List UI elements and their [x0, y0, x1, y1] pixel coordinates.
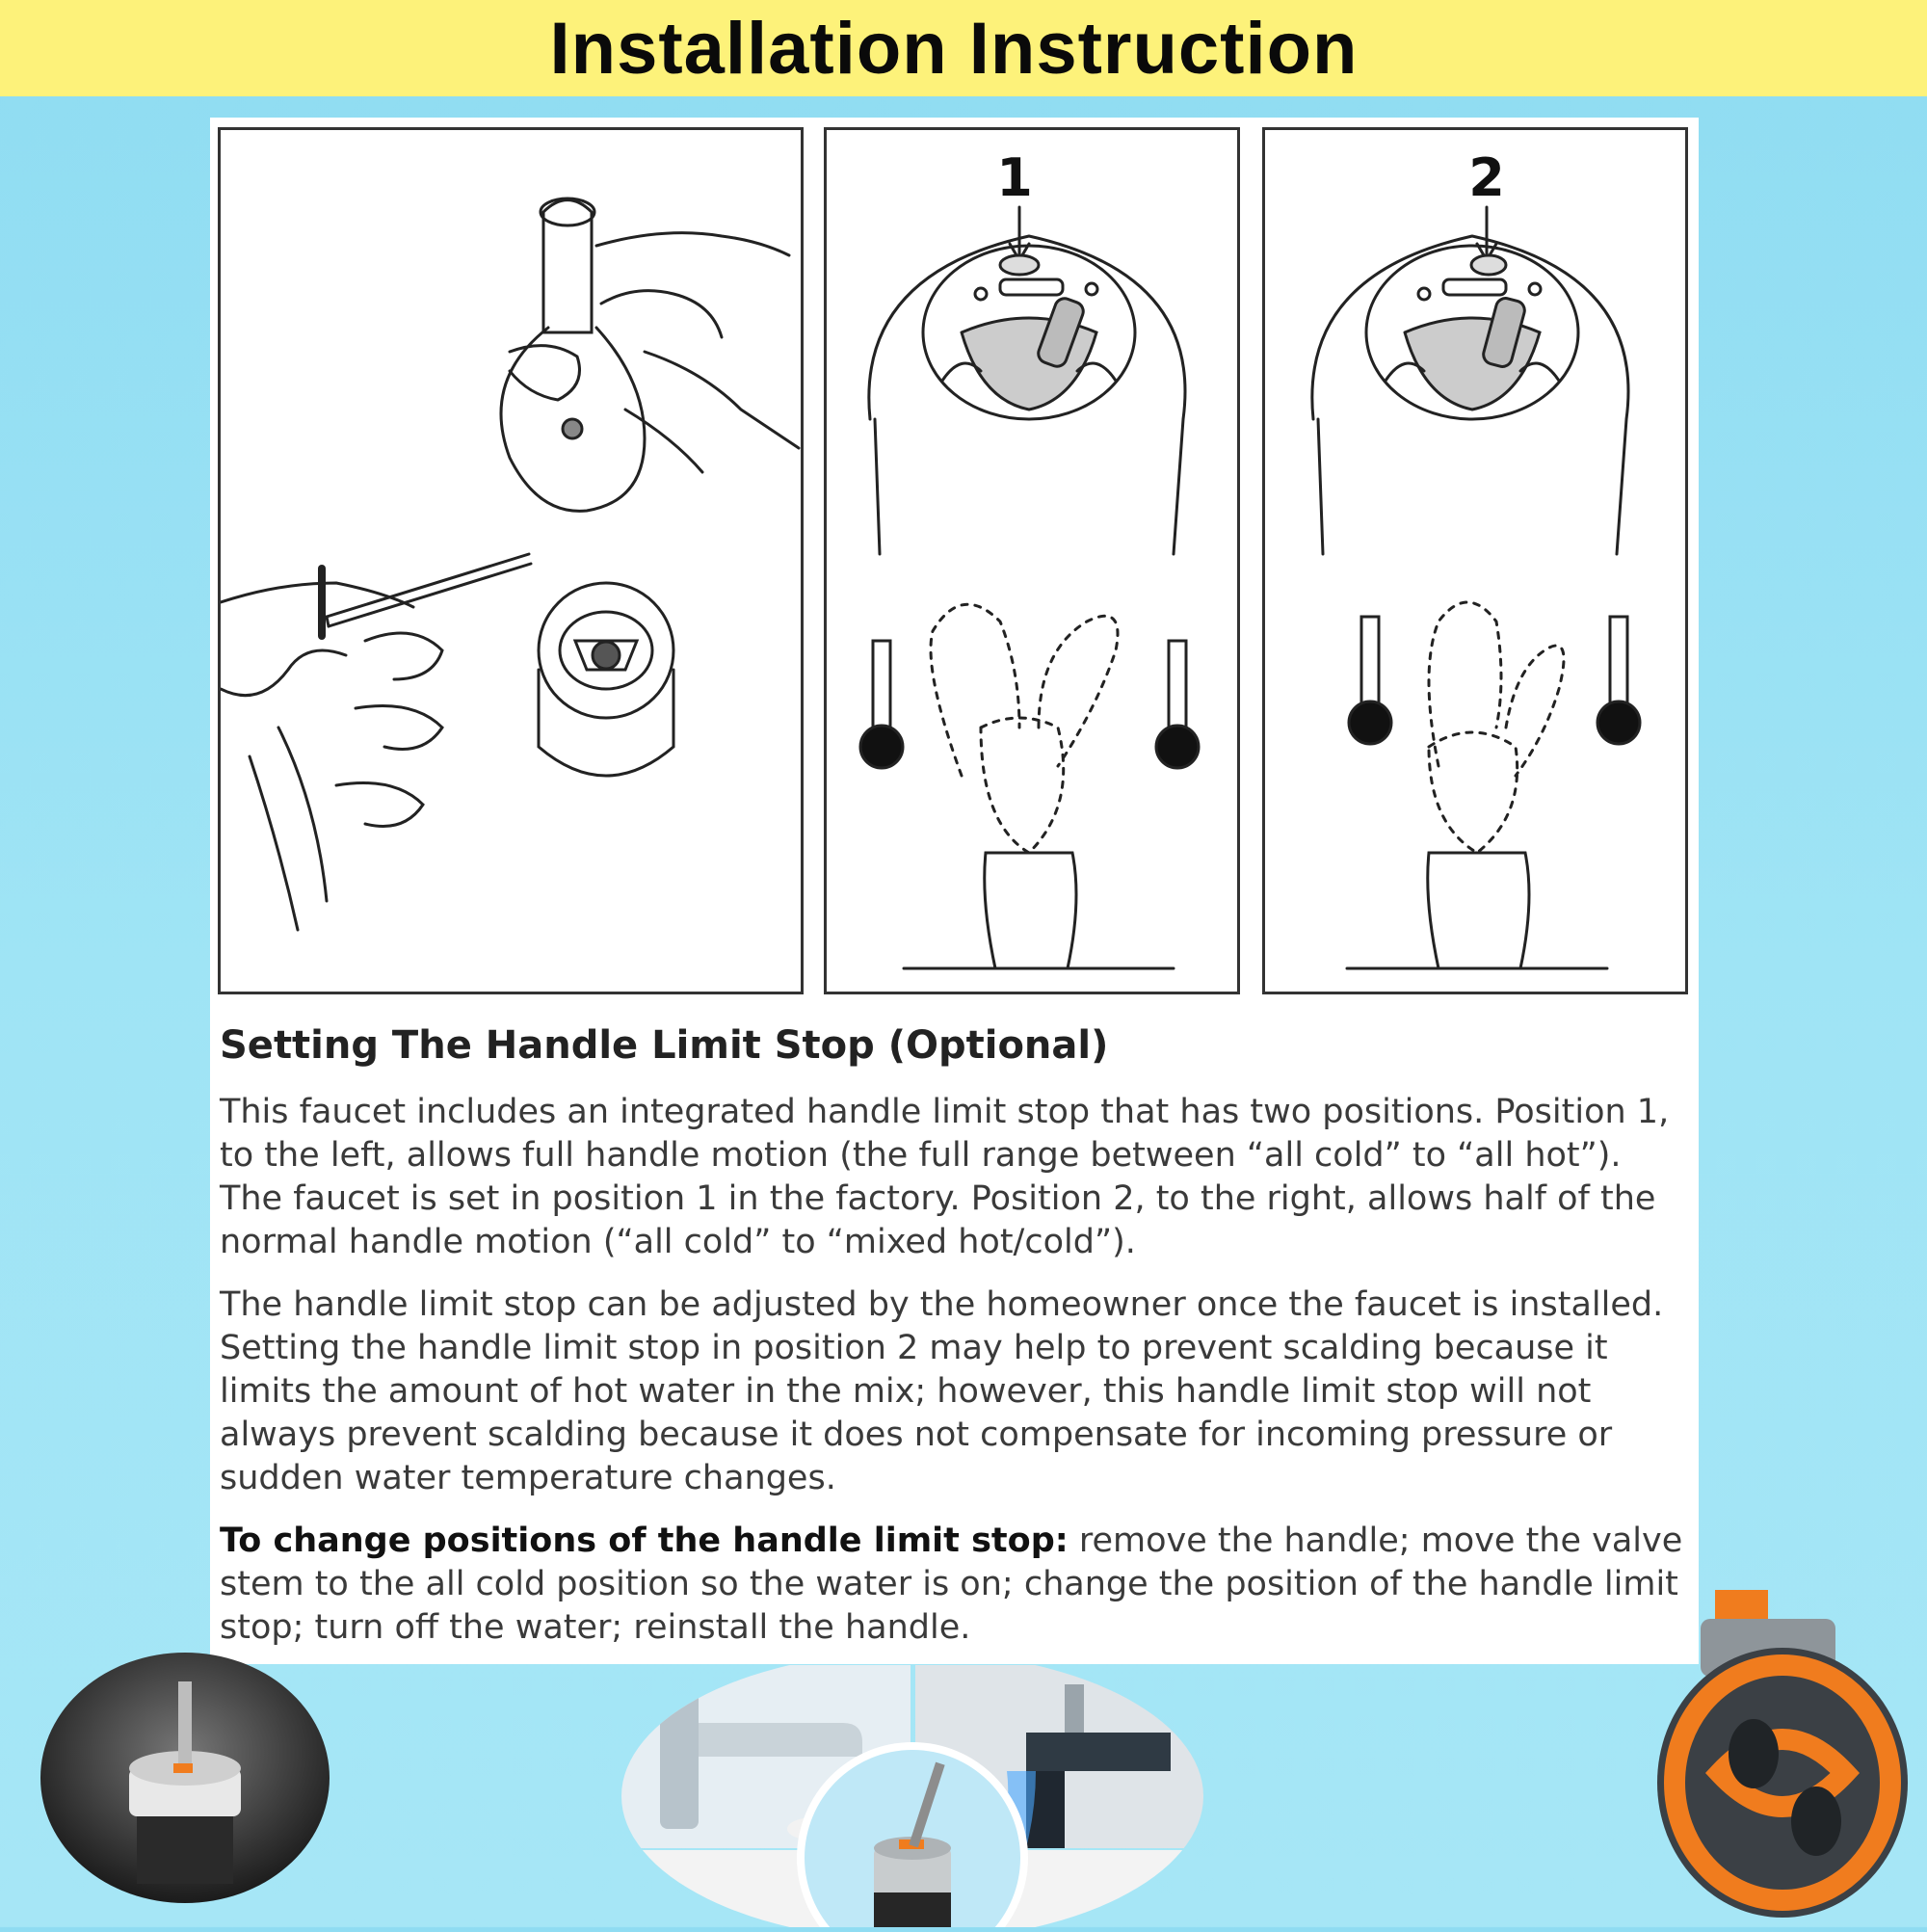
paragraph-positions: This faucet includes an integrated handle limit stop that has two positions. Position 1, to the left, allows full handle motion (the full range between “all cold” to “all hot”). The faucet is set in position 1 in the factory. Position 2, to the right, allows half of the normal handle motion (“all cold” to “mixed hot/cold”). [220, 1093, 1670, 1261]
figure-position-1 [824, 127, 1240, 994]
paragraph-change-positions [220, 1520, 1694, 1650]
position-2-label: 2 [1468, 147, 1505, 208]
position-1-illustration [827, 130, 1237, 992]
remove-handle-illustration [221, 130, 801, 992]
cartridge-photo-right [1643, 1590, 1922, 1927]
page-title: Installation Instruction [549, 7, 1359, 90]
instruction-sheet [210, 118, 1699, 1664]
section-heading: Setting The Handle Limit Stop (Optional) [220, 1023, 1109, 1068]
title-banner [0, 0, 1927, 96]
position-2-illustration [1265, 130, 1685, 992]
position-1-label: 1 [996, 147, 1033, 208]
figure-position-2 [1262, 127, 1688, 994]
set-screw-icon [563, 419, 582, 438]
paragraph-adjustment: The handle limit stop can be adjusted by the homeowner once the faucet is installed. Setting the handle limit stop in position 2 may help to prevent scalding because it limits the amount of hot water in the mix; however, this handle limit stop will not always prevent scalding because it does not compensate for incoming pressure or sudden water temperature changes. [220, 1285, 1664, 1497]
faucet-collage [621, 1665, 1204, 1927]
figure-remove-handle [218, 127, 804, 994]
faucet-collage-icon [621, 1665, 1204, 1927]
ceramic-cartridge-icon [1643, 1590, 1922, 1927]
cartridge-photo-icon [40, 1653, 330, 1903]
change-positions-steps: remove the handle; move the valve stem to the all cold position so the water is on; change the position of the handle limit stop; turn off the water; reinstall the handle. [220, 1522, 1683, 1647]
change-positions-lead: To change positions of the handle limit stop: [220, 1522, 1069, 1560]
cartridge-photo-left [40, 1653, 330, 1903]
